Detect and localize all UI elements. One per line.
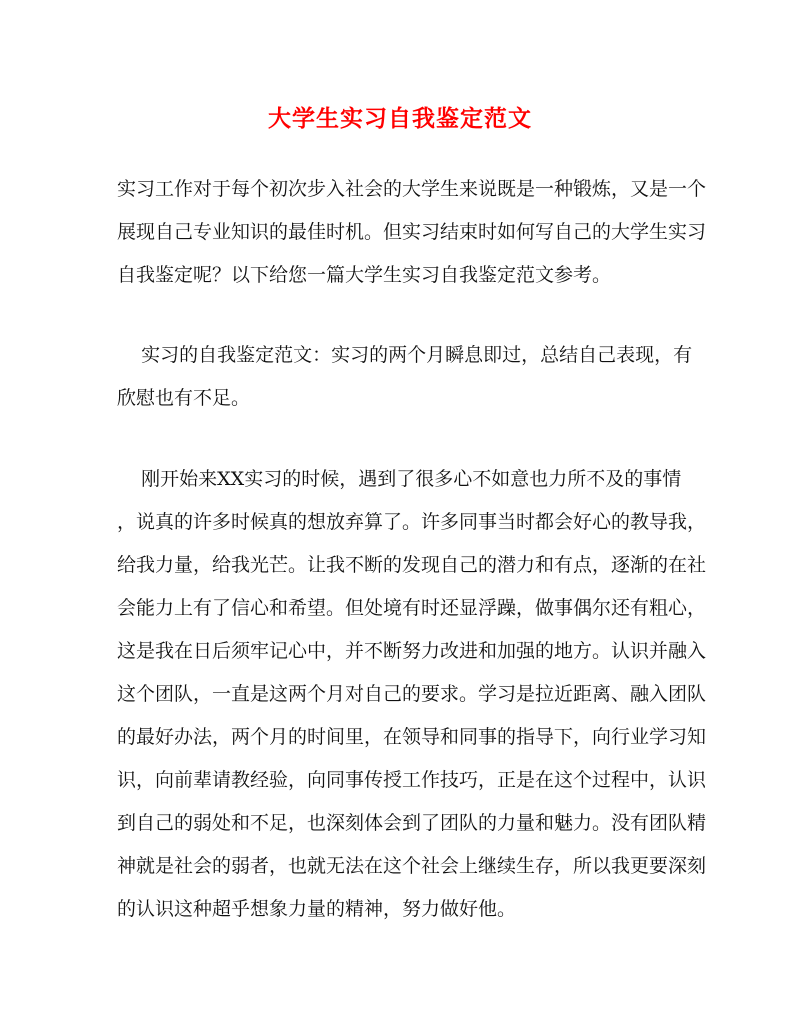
paragraph-3-line-10: 神就是社会的弱者，也就无法在这个社会上继续生存，所以我更要深刻 — [117, 855, 707, 877]
paragraph-1-line-1: 实习工作对于每个初次步入社会的大学生来说既是一种锻炼，又是一个 — [117, 178, 707, 200]
paragraph-1-line-2: 展现自己专业知识的最佳时机。但实习结束时如何写自己的大学生实习 — [117, 221, 707, 243]
paragraph-2-line-2: 欣慰也有不足。 — [117, 387, 251, 409]
document-title: 大学生实习自我鉴定范文 — [268, 105, 532, 132]
paragraph-3-line-7: 的最好办法，两个月的时间里，在领导和同事的指导下，向行业学习知 — [117, 726, 707, 748]
paragraph-1-line-3: 自我鉴定呢？以下给您一篇大学生实习自我鉴定范文参考。 — [117, 264, 612, 286]
paragraph-3-line-1: 刚开始来XX实习的时候，遇到了很多心不如意也力所不及的事情 — [117, 468, 682, 490]
paragraph-3-line-4: 会能力上有了信心和希望。但处境有时还显浮躁，做事偶尔还有粗心， — [117, 597, 707, 619]
paragraph-3-line-2: ，说真的许多时候真的想放弃算了。许多同事当时都会好心的教导我， — [117, 511, 707, 533]
paragraph-3-line-5: 这是我在日后须牢记心中，并不断努力改进和加强的地方。认识并融入 — [117, 640, 707, 662]
paragraph-3-line-8: 识，向前辈请教经验，向同事传授工作技巧，正是在这个过程中，认识 — [117, 769, 707, 791]
paragraph-3-line-11: 的认识这种超乎想象力量的精神，努力做好他。 — [117, 898, 517, 920]
paragraph-3-line-6: 这个团队，一直是这两个月对自己的要求。学习是拉近距离、融入团队 — [117, 683, 707, 705]
paragraph-3-line-9: 到自己的弱处和不足，也深刻体会到了团队的力量和魅力。没有团队精 — [117, 812, 707, 834]
paragraph-3-line-3: 给我力量，给我光芒。让我不断的发现自己的潜力和有点，逐渐的在社 — [117, 554, 707, 576]
paragraph-2-line-1: 实习的自我鉴定范文：实习的两个月瞬息即过，总结自己表现，有 — [117, 344, 693, 366]
